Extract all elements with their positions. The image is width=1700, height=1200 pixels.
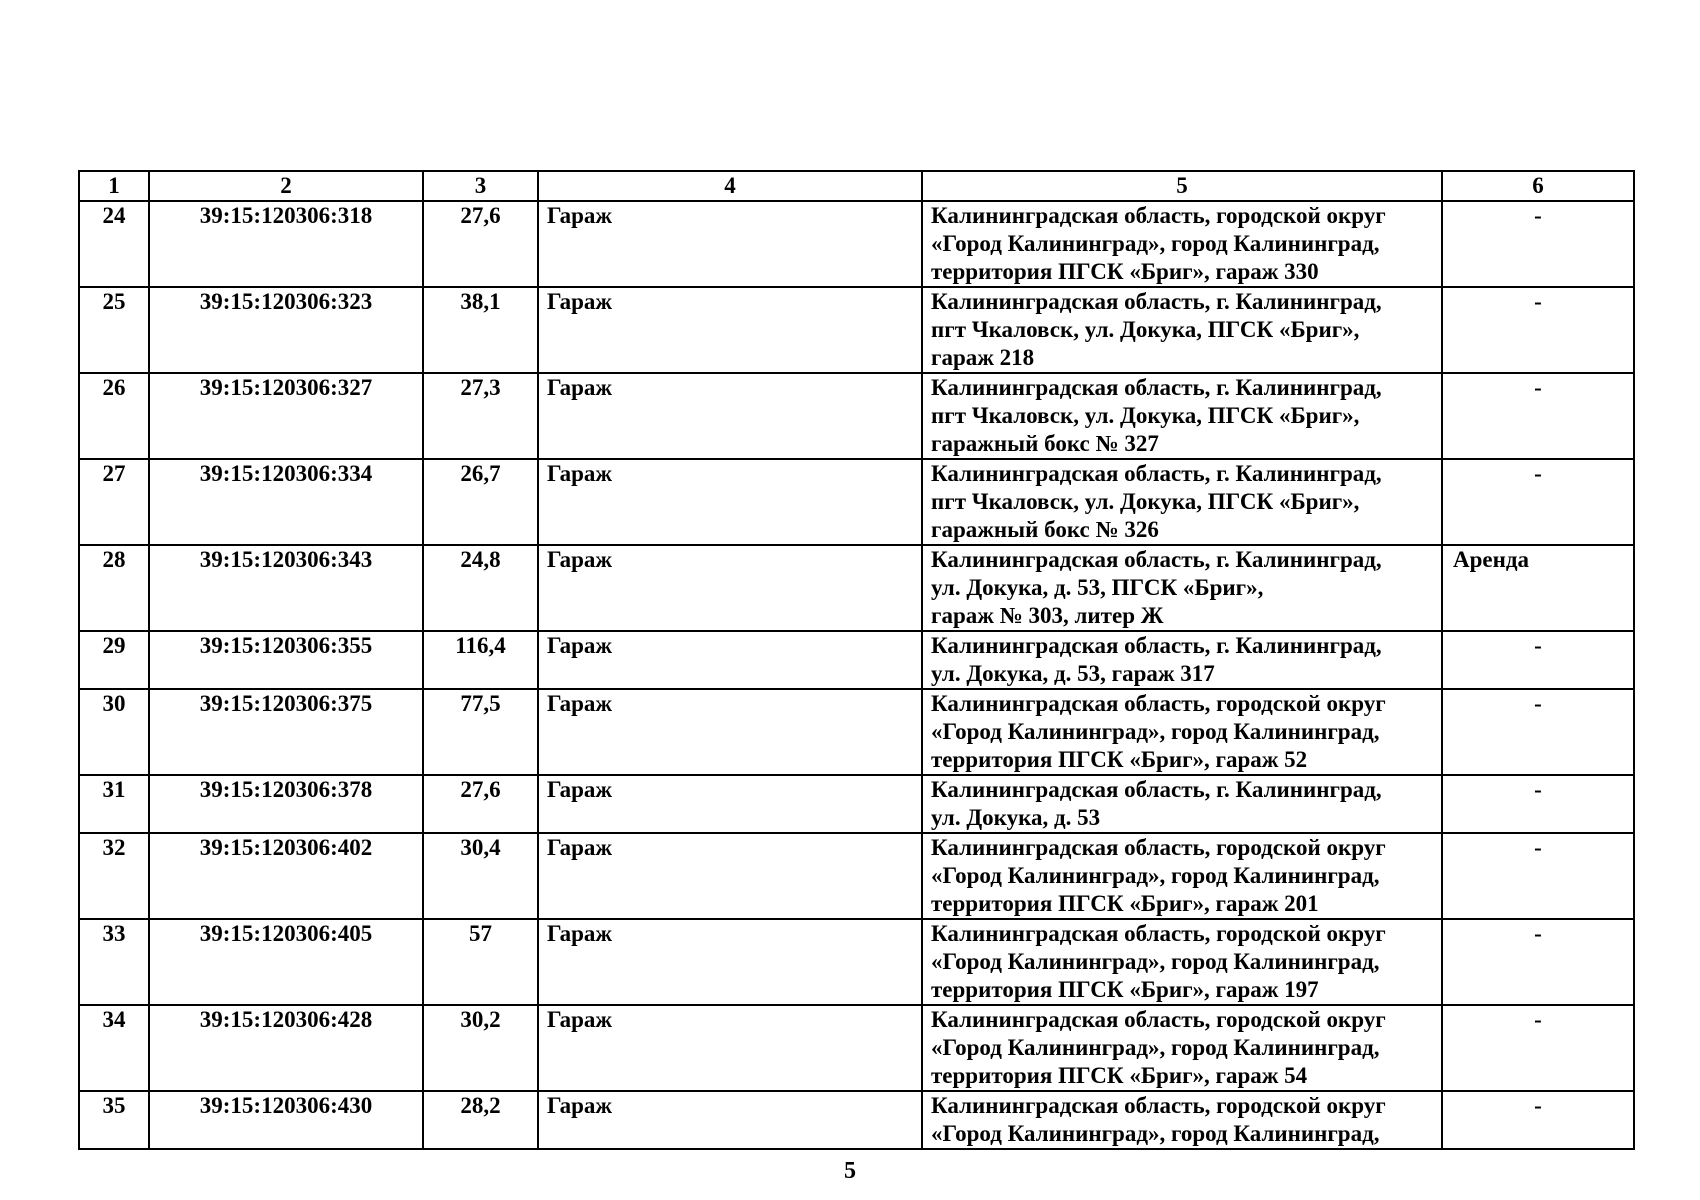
encumbrance-cell: - — [1442, 631, 1634, 689]
encumbrance-cell: - — [1442, 1005, 1634, 1091]
table-row — [79, 1005, 1634, 1091]
encumbrance-cell: - — [1442, 1091, 1634, 1149]
header-col-4: 4 — [538, 171, 922, 201]
object-type-cell: Гараж — [538, 775, 922, 833]
row-number-cell: 35 — [79, 1091, 149, 1149]
table-row — [79, 459, 1634, 545]
table-row — [79, 1091, 1634, 1149]
area-cell: 30,4 — [423, 833, 538, 919]
area-cell: 116,4 — [423, 631, 538, 689]
address-line: Калининградская область, городской округ — [931, 691, 1386, 716]
encumbrance-cell: Аренда — [1442, 545, 1634, 631]
object-type-cell: Гараж — [538, 1005, 922, 1091]
row-number-cell: 32 — [79, 833, 149, 919]
encumbrance-cell: - — [1442, 201, 1634, 287]
cadastral-number-cell: 39:15:120306:375 — [149, 689, 423, 775]
cadastral-number-cell: 39:15:120306:355 — [149, 631, 423, 689]
table-row — [79, 373, 1634, 459]
property-registry-table — [78, 170, 1635, 1150]
address-line: гараж 218 — [931, 345, 1035, 370]
table-row — [79, 545, 1634, 631]
object-type-cell: Гараж — [538, 287, 922, 373]
address-line: «Город Калининград», город Калининград, — [931, 231, 1380, 256]
address-line: гаражный бокс № 327 — [931, 431, 1159, 456]
address-cell — [922, 1091, 1442, 1149]
address-line: пгт Чкаловск, ул. Докука, ПГСК «Бриг», — [931, 317, 1360, 342]
address-line: Калининградская область, городской округ — [931, 835, 1386, 860]
header-row — [79, 171, 1634, 201]
row-number-cell: 31 — [79, 775, 149, 833]
address-line: «Город Калининград», город Калининград, — [931, 1035, 1380, 1060]
address-line: Калининградская область, г. Калининград, — [931, 777, 1382, 802]
encumbrance-cell: - — [1442, 833, 1634, 919]
cadastral-number-cell: 39:15:120306:327 — [149, 373, 423, 459]
object-type-cell: Гараж — [538, 459, 922, 545]
encumbrance-cell: - — [1442, 775, 1634, 833]
encumbrance-cell: - — [1442, 689, 1634, 775]
address-cell — [922, 287, 1442, 373]
object-type-cell: Гараж — [538, 631, 922, 689]
address-line: территория ПГСК «Бриг», гараж 201 — [931, 891, 1319, 916]
object-type-cell: Гараж — [538, 201, 922, 287]
area-cell: 26,7 — [423, 459, 538, 545]
address-line: ул. Докука, д. 53 — [931, 805, 1101, 830]
row-number-cell: 29 — [79, 631, 149, 689]
address-line: пгт Чкаловск, ул. Докука, ПГСК «Бриг», — [931, 489, 1360, 514]
table-row — [79, 833, 1634, 919]
area-cell: 30,2 — [423, 1005, 538, 1091]
row-number-cell: 24 — [79, 201, 149, 287]
encumbrance-cell: - — [1442, 919, 1634, 1005]
address-line: Калининградская область, городской округ — [931, 203, 1386, 228]
row-number-cell: 33 — [79, 919, 149, 1005]
area-cell: 77,5 — [423, 689, 538, 775]
address-line: Калининградская область, городской округ — [931, 1007, 1386, 1032]
address-line: Калининградская область, городской округ — [931, 921, 1386, 946]
table-row — [79, 201, 1634, 287]
address-line: территория ПГСК «Бриг», гараж 197 — [931, 977, 1319, 1002]
address-line: гараж № 303, литер Ж — [931, 603, 1164, 628]
area-cell: 27,3 — [423, 373, 538, 459]
address-cell — [922, 201, 1442, 287]
address-line: Калининградская область, г. Калининград, — [931, 547, 1382, 572]
area-cell: 27,6 — [423, 775, 538, 833]
address-line: пгт Чкаловск, ул. Докука, ПГСК «Бриг», — [931, 403, 1360, 428]
address-line: Калининградская область, г. Калининград, — [931, 375, 1382, 400]
table-row — [79, 775, 1634, 833]
cadastral-number-cell: 39:15:120306:334 — [149, 459, 423, 545]
object-type-cell: Гараж — [538, 1091, 922, 1149]
address-line: ул. Докука, д. 53, ПГСК «Бриг», — [931, 575, 1264, 600]
address-cell — [922, 689, 1442, 775]
header-col-5: 5 — [922, 171, 1442, 201]
address-cell — [922, 1005, 1442, 1091]
cadastral-number-cell: 39:15:120306:343 — [149, 545, 423, 631]
table-row — [79, 631, 1634, 689]
address-line: Калининградская область, г. Калининград, — [931, 633, 1382, 658]
address-line: территория ПГСК «Бриг», гараж 52 — [931, 747, 1308, 772]
encumbrance-cell: - — [1442, 459, 1634, 545]
area-cell: 38,1 — [423, 287, 538, 373]
row-number-cell: 30 — [79, 689, 149, 775]
header-col-2: 2 — [149, 171, 423, 201]
address-line: территория ПГСК «Бриг», гараж 54 — [931, 1063, 1308, 1088]
address-cell — [922, 545, 1442, 631]
object-type-cell: Гараж — [538, 689, 922, 775]
area-cell: 28,2 — [423, 1091, 538, 1149]
encumbrance-cell: - — [1442, 373, 1634, 459]
table-row — [79, 919, 1634, 1005]
header-col-3: 3 — [423, 171, 538, 201]
address-line: «Город Калининград», город Калининград, — [931, 863, 1380, 888]
header-col-1: 1 — [79, 171, 149, 201]
address-cell — [922, 775, 1442, 833]
header-col-6: 6 — [1442, 171, 1634, 201]
address-line: Калининградская область, г. Калининград, — [931, 289, 1382, 314]
object-type-cell: Гараж — [538, 833, 922, 919]
area-cell: 57 — [423, 919, 538, 1005]
address-line: ул. Докука, д. 53, гараж 317 — [931, 661, 1215, 686]
address-line: территория ПГСК «Бриг», гараж 330 — [931, 259, 1319, 284]
address-cell — [922, 833, 1442, 919]
cadastral-number-cell: 39:15:120306:318 — [149, 201, 423, 287]
area-cell: 27,6 — [423, 201, 538, 287]
table-row — [79, 287, 1634, 373]
address-line: Калининградская область, городской округ — [931, 1093, 1386, 1118]
cadastral-number-cell: 39:15:120306:323 — [149, 287, 423, 373]
address-cell — [922, 459, 1442, 545]
address-line: «Город Калининград», город Калининград, — [931, 949, 1380, 974]
address-cell — [922, 373, 1442, 459]
object-type-cell: Гараж — [538, 373, 922, 459]
address-line: «Город Калининград», город Калининград, — [931, 1121, 1380, 1146]
cadastral-number-cell: 39:15:120306:430 — [149, 1091, 423, 1149]
row-number-cell: 25 — [79, 287, 149, 373]
row-number-cell: 28 — [79, 545, 149, 631]
table-header — [79, 171, 1634, 201]
address-line: «Город Калининград», город Калининград, — [931, 719, 1380, 744]
cadastral-number-cell: 39:15:120306:402 — [149, 833, 423, 919]
row-number-cell: 26 — [79, 373, 149, 459]
address-line: гаражный бокс № 326 — [931, 517, 1159, 542]
table-row — [79, 689, 1634, 775]
object-type-cell: Гараж — [538, 919, 922, 1005]
cadastral-number-cell: 39:15:120306:428 — [149, 1005, 423, 1091]
address-cell — [922, 919, 1442, 1005]
address-cell — [922, 631, 1442, 689]
cadastral-number-cell: 39:15:120306:405 — [149, 919, 423, 1005]
cadastral-number-cell: 39:15:120306:378 — [149, 775, 423, 833]
table-body — [79, 201, 1634, 1149]
area-cell: 24,8 — [423, 545, 538, 631]
row-number-cell: 27 — [79, 459, 149, 545]
row-number-cell: 34 — [79, 1005, 149, 1091]
address-line: Калининградская область, г. Калининград, — [931, 461, 1382, 486]
object-type-cell: Гараж — [538, 545, 922, 631]
page-number: 5 — [844, 1158, 856, 1184]
encumbrance-cell: - — [1442, 287, 1634, 373]
